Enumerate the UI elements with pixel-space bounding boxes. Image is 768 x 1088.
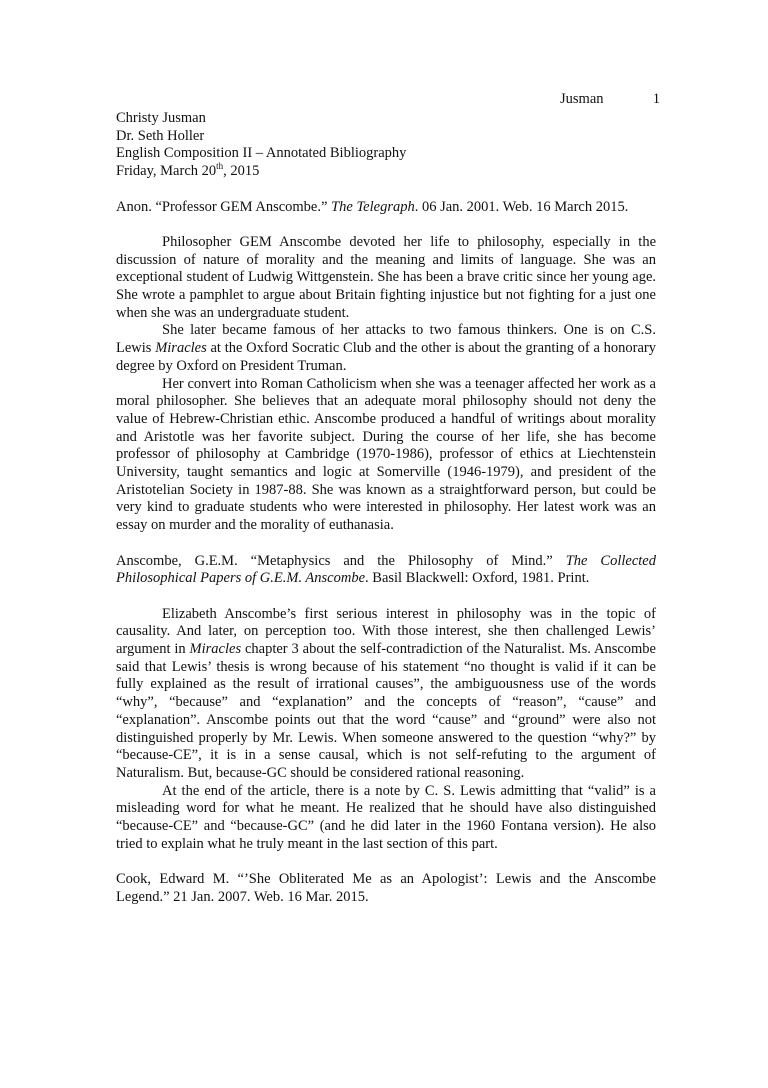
annotation-1-p2-text: She later became famous of her attacks to two famous thinkers. One is on C.S. Lewis: [116, 322, 656, 357]
header-page-number: 1: [652, 91, 660, 107]
citation-1-text: Anon. “Professor GEM Anscombe.”: [116, 198, 332, 215]
citation-3: Cook, Edward M. “’She Obliterated Me as an Apologist’: Lewis and the Anscombe Legend.” 21 Jan. 2007. Web. 16 Mar. 2015.: [116, 871, 656, 905]
annotation-1-p2-rest: at the Oxford Socratic Club and the other is about the granting of a honorary degree by Oxford on President Truman.: [116, 340, 656, 374]
citation-1: [116, 199, 656, 217]
citation-1-details: . 06 Jan. 2001. Web. 16 March 2015.: [414, 198, 629, 215]
annotation-1-p2-title: Miracles: [155, 340, 207, 357]
heading-block: [116, 110, 656, 181]
annotation-2-p1-title: Miracles: [189, 641, 242, 658]
running-header: [560, 90, 660, 108]
instructor-name: Dr. Seth Holler: [116, 127, 205, 144]
citation-1-title: The Telegraph: [331, 198, 415, 215]
annotation-2-paragraph-1: [116, 606, 656, 783]
date-prefix: Friday, March 20: [116, 163, 217, 180]
annotation-2-paragraph-2: At the end of the article, there is a note by C. S. Lewis admitting that “valid” is a misleading word for what he meant. He realized that he should have also distinguished “because-CE” and “because-GC” (and he did later in the 1960 Fontana version). He also tried to explain what he truly meant in the last section of this part.: [116, 782, 656, 852]
citation-2-details: . Basil Blackwell: Oxford, 1981. Print.: [365, 570, 590, 587]
date-ordinal: th: [216, 161, 224, 172]
date-line: [116, 163, 656, 181]
annotation-1-paragraph-2: [116, 322, 656, 375]
author-name: Christy Jusman: [116, 110, 206, 126]
date-suffix: , 2015: [223, 163, 260, 180]
annotation-2-p1-rest: chapter 3 about the self-contradiction of the Naturalist. Ms. Anscombe said that Lewis’ thesis is wrong because of his statement “no thought is valid if it can be fully explained as the result of irrational causes”, the ambiguousness use of the words “why”, “because” and “explanation” and the concepts of “reason”, “cause” and “explanation”. Anscombe points out that the word “cause” and “ground” were also not distinguished properly by Mr. Lewis. When someone answered to the question “why?” by “because-CE”, it is in a sense causal, which is not self-refuting to the argument of Naturalism. But, because-GC should be considered rational reasoning.: [116, 641, 656, 781]
citation-2-title: The Collected Philosophical Papers of G.E.M. Anscombe: [116, 552, 656, 587]
citation-2-text: Anscombe, G.E.M. “Metaphysics and the Philosophy of Mind.”: [116, 552, 566, 569]
annotation-1-paragraph-1: Philosopher GEM Anscombe devoted her life to philosophy, especially in the discussion of nature of morality and the meaning and limits of language. She was an exceptional student of Ludwig Wittgenstein. She has been a brave critic since her young age. She wrote a pamphlet to argue about Britain fighting injustice but not fighting for a just one when she was an undergraduate student.: [116, 233, 656, 321]
course-title: English Composition II – Annotated Bibliography: [116, 145, 407, 162]
annotation-2-p1-text: Elizabeth Anscombe’s first serious interest in philosophy was in the topic of causality. And later, on perception too. With those interest, she then challenged Lewis’ argument in: [116, 605, 656, 658]
annotation-1-paragraph-3: Her convert into Roman Catholicism when she was a teenager affected her work as a moral philosopher. She believes that an adequate moral philosophy should not deny the value of Hebrew-Christian ethic. Anscombe produced a handful of writings about morality and Aristotle was her favorite subject. During the course of her life, she has become professor of philosophy at Cambridge (1970-1986), professor of ethics at Liechtenstein University, taught semantics and logic at Somerville (1946-1979), and president of the Aristotelian Society in 1987-88. She was known as a straightforward person, but could be very kind to graduate students who were interested in philosophy. Her latest work was an essay on murder and the morality of euthanasia.: [116, 375, 656, 534]
citation-2: [116, 553, 656, 588]
document-body: [116, 110, 656, 907]
header-surname: Jusman: [560, 91, 604, 107]
